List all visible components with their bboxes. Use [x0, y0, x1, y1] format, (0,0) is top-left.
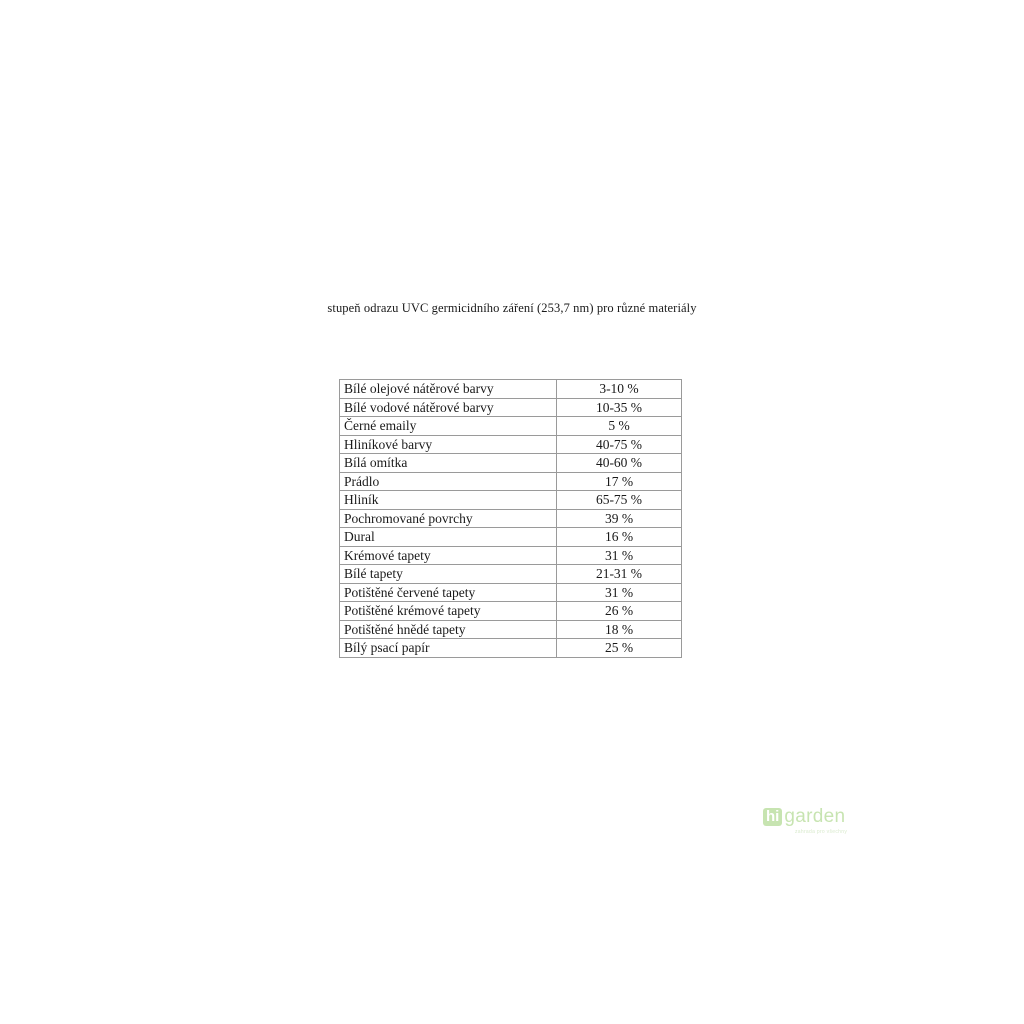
table-row — [340, 454, 682, 473]
table-row — [340, 472, 682, 491]
table-row — [340, 417, 682, 436]
material-cell: Bílé olejové nátěrové barvy — [340, 380, 557, 399]
value-cell: 26 % — [557, 602, 682, 621]
reflectance-table — [339, 379, 682, 658]
material-cell: Krémové tapety — [340, 546, 557, 565]
material-cell: Hliníkové barvy — [340, 435, 557, 454]
value-cell: 39 % — [557, 509, 682, 528]
value-cell: 25 % — [557, 639, 682, 658]
value-cell: 10-35 % — [557, 398, 682, 417]
table-row — [340, 565, 682, 584]
table-row — [340, 509, 682, 528]
material-cell: Hliník — [340, 491, 557, 510]
value-cell: 40-60 % — [557, 454, 682, 473]
table-row — [340, 602, 682, 621]
watermark-garden-text: garden — [784, 806, 846, 827]
table-row — [340, 528, 682, 547]
material-cell: Bílé tapety — [340, 565, 557, 584]
watermark-hi-badge: hi — [763, 808, 782, 826]
material-cell: Bílé vodové nátěrové barvy — [340, 398, 557, 417]
material-cell: Prádlo — [340, 472, 557, 491]
material-cell: Potištěné hnědé tapety — [340, 620, 557, 639]
value-cell: 17 % — [557, 472, 682, 491]
table-row — [340, 546, 682, 565]
table-row — [340, 398, 682, 417]
table-row — [340, 380, 682, 399]
table-row — [340, 583, 682, 602]
watermark-tagline: zahrada pro všechny — [795, 829, 848, 835]
table-row — [340, 639, 682, 658]
value-cell: 16 % — [557, 528, 682, 547]
value-cell: 31 % — [557, 546, 682, 565]
material-cell: Potištěné červené tapety — [340, 583, 557, 602]
caption: stupeň odrazu UVC germicidního záření (253,7 nm) pro různé materiály — [327, 301, 697, 315]
value-cell: 3-10 % — [557, 380, 682, 399]
material-cell: Potištěné krémové tapety — [340, 602, 557, 621]
value-cell: 18 % — [557, 620, 682, 639]
value-cell: 31 % — [557, 583, 682, 602]
higarden-watermark-logo — [763, 806, 847, 835]
value-cell: 21-31 % — [557, 565, 682, 584]
value-cell: 40-75 % — [557, 435, 682, 454]
material-cell: Dural — [340, 528, 557, 547]
material-cell: Černé emaily — [340, 417, 557, 436]
value-cell: 65-75 % — [557, 491, 682, 510]
watermark-wordmark — [763, 806, 847, 828]
material-cell: Bílý psací papír — [340, 639, 557, 658]
table-row — [340, 620, 682, 639]
table-row — [340, 491, 682, 510]
reflectance-table-container — [339, 379, 682, 658]
table-row — [340, 435, 682, 454]
material-cell: Pochromované povrchy — [340, 509, 557, 528]
material-cell: Bílá omítka — [340, 454, 557, 473]
value-cell: 5 % — [557, 417, 682, 436]
